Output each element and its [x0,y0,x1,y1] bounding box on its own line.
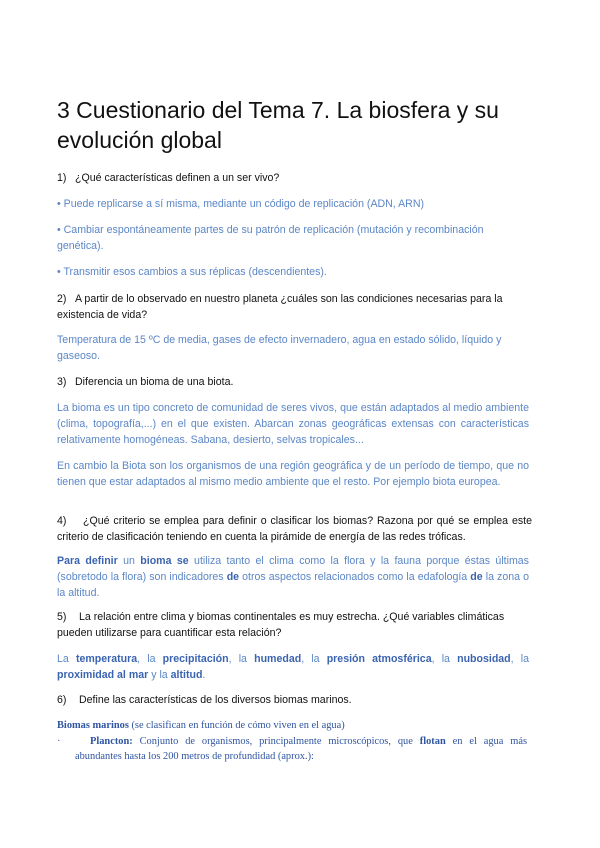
answer-5-nubosidad: nubosidad [457,653,511,665]
question-1-text: ¿Qué características definen a un ser vivo? [75,172,280,184]
answer-5-sep-2: , la [228,653,255,665]
answer-1-item-3: • Transmitir esos cambios a sus réplicas (descendientes). [57,266,327,278]
question-1 [57,170,532,186]
answer-1-item-1: • Puede replicarse a sí misma, mediante un código de replicación (ADN, ARN) [57,198,425,210]
question-4-number: 4) [57,515,67,527]
answer-4-bold-1: Para definir [57,555,118,567]
answer-5-sep-0: La [57,653,76,665]
question-3-number: 3) [57,376,67,388]
answer-5-precipitacion: precipitación [162,653,229,665]
answer-4-bold-2: bioma se [140,555,189,567]
answer-6-plancton-text-2: en el agua más abundantes hasta los 200 metros de profundidad (aprox.): [75,736,527,762]
answer-5-sep-3: , la [301,653,327,665]
question-5-text: La relación entre clima y biomas continentales es muy estrecha. ¿Qué variables climáticas pueden utilizarse para cuantificar esta relación? [57,611,505,639]
answer-5-humedad: humedad [254,653,302,665]
answer-5 [57,651,529,683]
page-title: 3 Cuestionario del Tema 7. La biosfera y su evolución global [57,97,499,153]
answer-6-heading-bold: Biomas marinos [57,720,129,731]
answer-5-sep-1: , la [137,653,163,665]
question-4-text: ¿Qué criterio se emplea para definir o clasificar los biomas? Razona por qué se emplea este criterio de clasificación teniendo en cuenta la pirámide de energía de las redes tróficas. [57,515,532,543]
answer-6-heading [57,718,537,733]
question-6-number: 6) [57,694,67,706]
answer-5-proximidad: proximidad al mar [57,669,149,681]
answer-1-item-2: • Cambiar espontáneamente partes de su patrón de replicación (mutación y recombinación genética). [57,224,484,252]
question-5 [57,609,532,641]
answer-4 [57,553,529,601]
answer-5-sep-7: . [202,669,206,681]
answer-5-temperatura: temperatura [75,653,138,665]
question-6 [57,692,532,708]
question-1-number: 1) [57,172,67,184]
answer-5-sep-6: y la [148,669,171,681]
answer-6-bullet: · [57,736,61,747]
answer-5-sep-5: , la [510,653,529,665]
answer-5-presion: presión atmosférica [326,653,432,665]
answer-3-paragraph-2: En cambio la Biota son los organismos de una región geográfica y de un período de tiempo, que no tienen que estar adaptados al mismo medio ambiente que el resto. Por ejemplo biota europea. [57,460,529,488]
answer-6-plancton [75,734,527,764]
answer-6-heading-rest: (se clasifican en función de cómo viven en el agua) [128,720,345,731]
question-3 [57,374,532,390]
answer-3-paragraph-1: La bioma es un tipo concreto de comunidad de seres vivos, que están adaptados al medio ambiente (clima, topografía,...) en el que existen. Abarcan zonas geográficas extensas con características relativamente homogéneas. Sabana, desierto, selvas tropicales... [57,402,529,446]
answer-4-text-4: la zona o la altitud. [57,571,529,599]
answer-4-text-1: un [117,555,141,567]
answer-4-text-2: utiliza tanto el clima como la flora y la fauna porque éstas últimas (sobretodo la flora) son indicadores [57,555,529,583]
answer-4-text-3: otros aspectos relacionados como la edafología [239,571,471,583]
question-2-number: 2) [57,293,67,305]
question-5-number: 5) [57,611,67,623]
question-2 [57,291,532,323]
question-4 [57,513,532,545]
answer-5-sep-4: , la [431,653,458,665]
answer-4-bold-4: de [470,571,483,583]
answer-6-flotan-bold: flotan [419,736,446,747]
question-6-text: Define las características de los diversos biomas marinos. [79,694,352,706]
answer-2: Temperatura de 15 ºC de media, gases de efecto invernadero, agua en estado sólido, líquido y gaseoso. [57,334,502,362]
question-3-text: Diferencia un bioma de una biota. [75,376,234,388]
answer-6-plancton-text-1: Conjunto de organismos, principalmente microscópicos, que [132,736,420,747]
answer-4-bold-3: de [226,571,240,583]
answer-6-plancton-bold: Plancton: [90,736,133,747]
question-2-text: A partir de lo observado en nuestro planeta ¿cuáles son las condiciones necesarias para la existencia de vida? [57,293,503,321]
answer-5-altitud: altitud [170,669,203,681]
